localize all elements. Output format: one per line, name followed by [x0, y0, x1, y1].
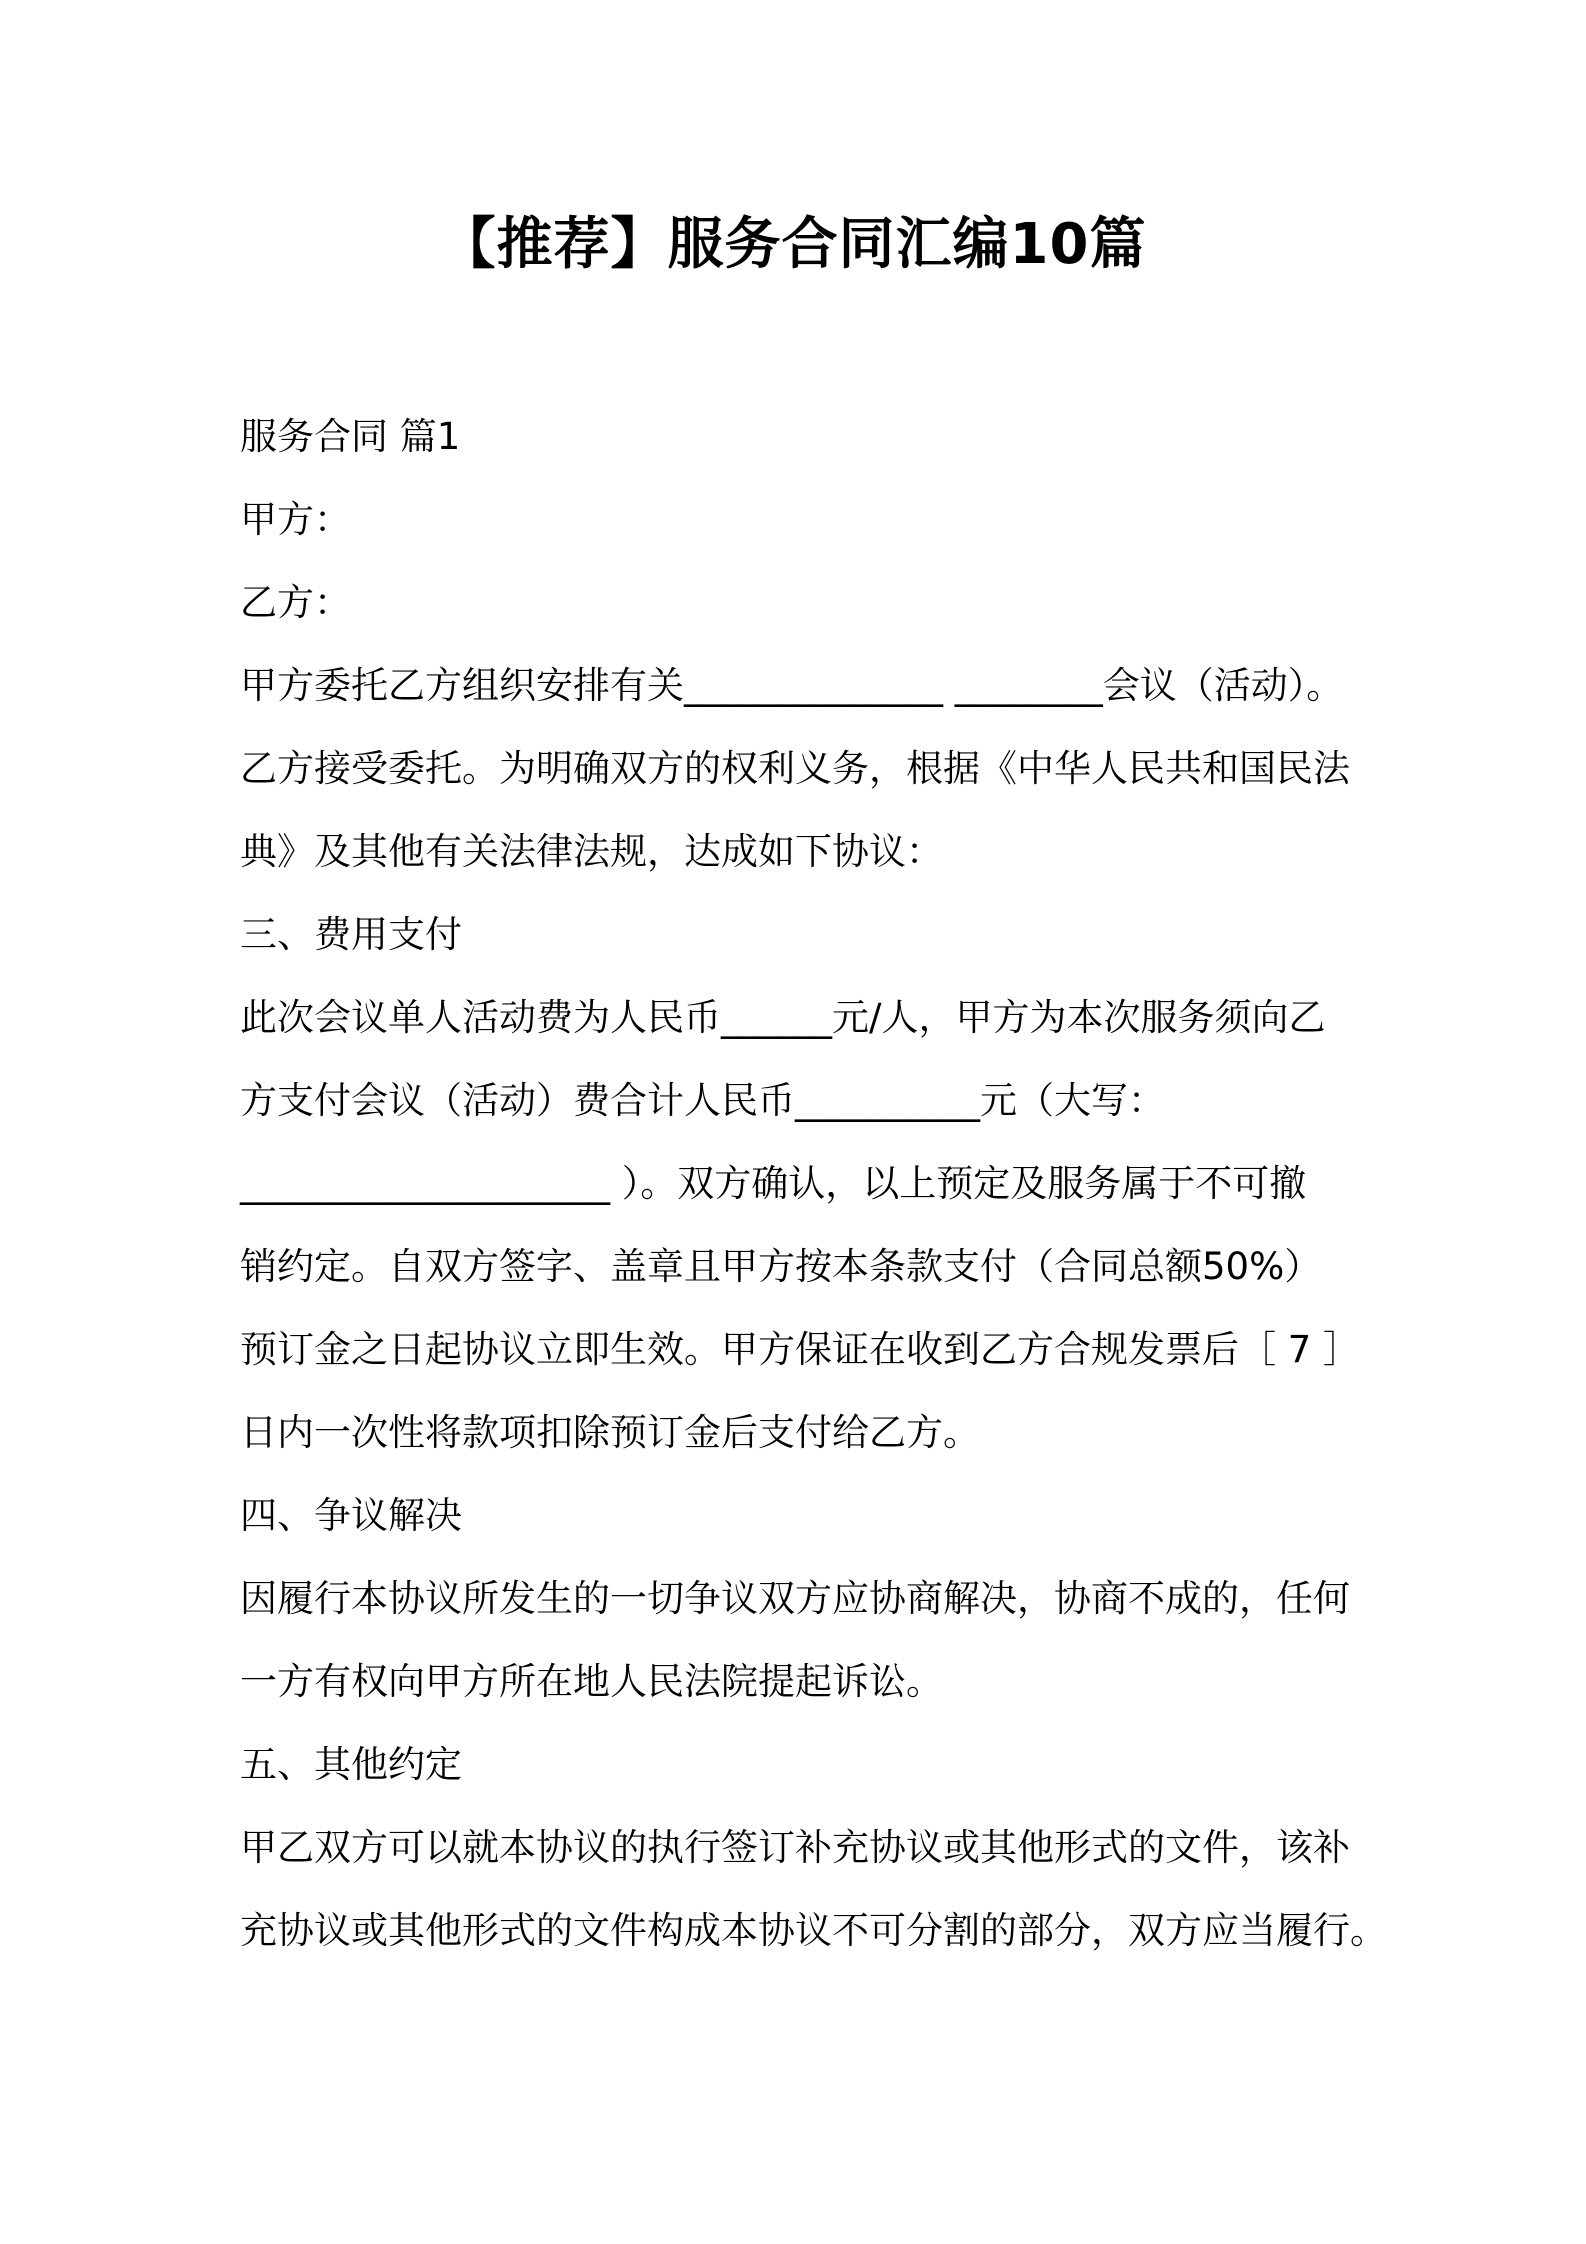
section-heading-dispute: 四、争议解决 [240, 1494, 462, 1537]
section-heading-other: 五、其他约定 [240, 1743, 462, 1786]
paragraph-line: 销约定。自双方签字、盖章且甲方按本条款支付（合同总额50%） [240, 1245, 1322, 1288]
paragraph-line: 一方有权向甲方所在地人民法院提起诉讼。 [240, 1660, 943, 1703]
paragraph-line: 此次会议单人活动费为人民币______元/人，甲方为本次服务须向乙 [240, 996, 1326, 1039]
paragraph-line: ____________________ ）。双方确认，以上预定及服务属于不可撤 [240, 1162, 1307, 1205]
paragraph-line: 日内一次性将款项扣除预订金后支付给乙方。 [240, 1411, 980, 1454]
paragraph-line: 方支付会议（活动）费合计人民币__________元（大写： [240, 1079, 1165, 1122]
section-heading-payment: 三、费用支付 [240, 913, 462, 956]
party-a-line: 甲方： [240, 498, 351, 541]
document-title: 【推荐】服务合同汇编10篇 [439, 212, 1147, 277]
paragraph-line: 甲方委托乙方组织安排有关______________ ________会议（活动）。 [240, 664, 1344, 707]
paragraph-line: 甲乙双方可以就本协议的执行签订补充协议或其他形式的文件，该补 [240, 1826, 1350, 1869]
document-body [240, 395, 1387, 1972]
paragraph-line: 乙方接受委托。为明确双方的权利义务，根据《中华人民共和国民法 [240, 747, 1350, 790]
party-b-line: 乙方： [240, 581, 351, 624]
paragraph-line: 因履行本协议所发生的一切争议双方应协商解决，协商不成的，任何 [240, 1577, 1350, 1620]
paragraph-line: 充协议或其他形式的文件构成本协议不可分割的部分，双方应当履行。 [240, 1909, 1387, 1952]
paragraph-line: 典》及其他有关法律法规，达成如下协议： [240, 830, 943, 873]
section-heading-contract-1: 服务合同 篇1 [240, 415, 461, 458]
paragraph-line: 预订金之日起协议立即生效。甲方保证在收到乙方合规发票后［ 7 ］ [240, 1328, 1361, 1371]
